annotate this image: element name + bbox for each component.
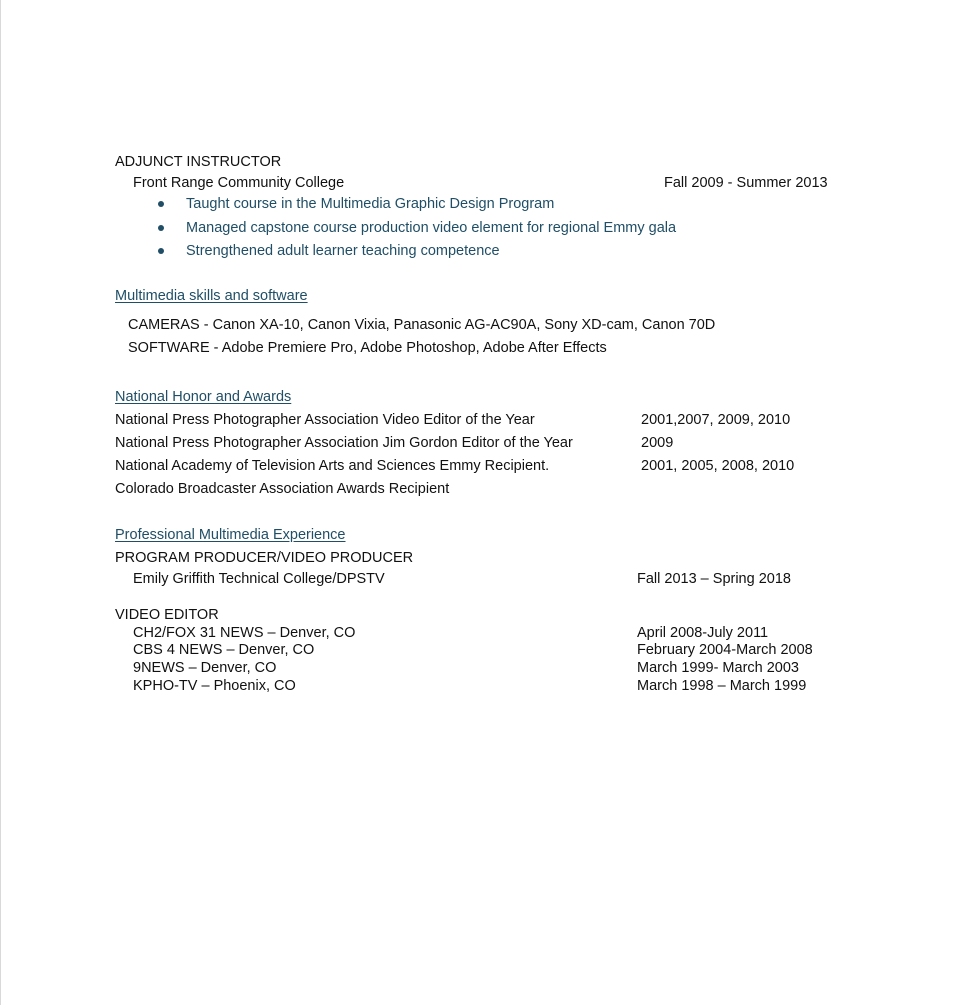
org-front-range: Front Range Community College	[133, 175, 345, 191]
job-dates: February 2004-March 2008	[637, 642, 813, 658]
bullet-item: Strengthened adult learner teaching competence	[186, 243, 500, 259]
bullet-icon	[158, 248, 164, 254]
job-title-producer: PROGRAM PRODUCER/VIDEO PRODUCER	[115, 550, 414, 566]
job-org: KPHO-TV – Phoenix, CO	[133, 678, 296, 694]
dates-producer: Fall 2013 – Spring 2018	[637, 571, 791, 587]
job-org: CH2/FOX 31 NEWS – Denver, CO	[133, 625, 356, 641]
page-edge	[0, 0, 1, 1005]
job-title-adjunct: ADJUNCT INSTRUCTOR	[115, 154, 282, 170]
award-years: 2001, 2005, 2008, 2010	[641, 458, 795, 474]
job-title-video-editor: VIDEO EDITOR	[115, 607, 219, 623]
award-name: National Press Photographer Association Video Editor of the Year	[115, 412, 535, 428]
job-dates: March 1998 – March 1999	[637, 678, 807, 694]
skills-cameras: CAMERAS - Canon XA-10, Canon Vixia, Panasonic AG-AC90A, Sony XD-cam, Canon 70D	[128, 317, 716, 333]
bullet-item: Taught course in the Multimedia Graphic Design Program	[186, 196, 555, 212]
job-org: 9NEWS – Denver, CO	[133, 660, 277, 676]
skills-software: SOFTWARE - Adobe Premiere Pro, Adobe Photoshop, Adobe After Effects	[128, 340, 607, 356]
bullet-item: Managed capstone course production video element for regional Emmy gala	[186, 220, 677, 236]
section-heading-skills: Multimedia skills and software	[115, 288, 308, 304]
award-years: 2001,2007, 2009, 2010	[641, 412, 791, 428]
award-years: 2009	[641, 435, 674, 451]
bullet-icon	[158, 201, 164, 207]
section-heading-awards: National Honor and Awards	[115, 389, 292, 405]
job-dates: April 2008-July 2011	[637, 625, 769, 641]
award-name: National Academy of Television Arts and Sciences Emmy Recipient.	[115, 458, 550, 474]
award-name: National Press Photographer Association Jim Gordon Editor of the Year	[115, 435, 573, 451]
award-name: Colorado Broadcaster Association Awards Recipient	[115, 481, 450, 497]
org-emily-griffith: Emily Griffith Technical College/DPSTV	[133, 571, 385, 587]
dates-adjunct: Fall 2009 - Summer 2013	[664, 175, 828, 191]
bullet-icon	[158, 225, 164, 231]
section-heading-experience: Professional Multimedia Experience	[115, 527, 346, 543]
job-dates: March 1999- March 2003	[637, 660, 799, 676]
job-org: CBS 4 NEWS – Denver, CO	[133, 642, 315, 658]
